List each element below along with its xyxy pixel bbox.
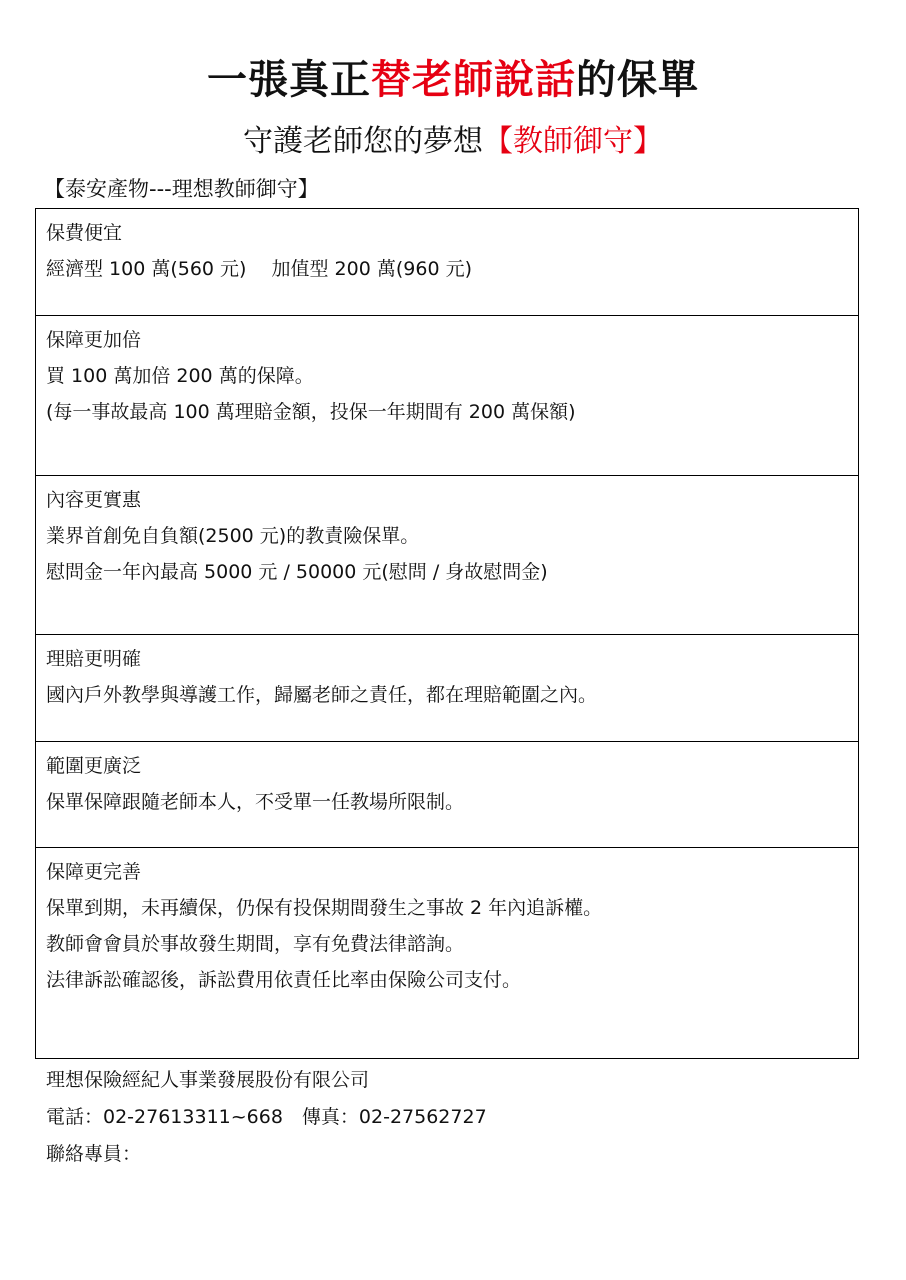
section-title: 保障更完善 [46,861,142,883]
section-line: 保單到期，未再續保，仍保有投保期間發生之事故 2 年內追訴權。 [46,897,603,919]
title-part3: 的保單 [576,57,699,103]
section-line: 買 100 萬加倍 200 萬的保障。 [46,365,314,387]
agent-label: 聯絡專員： [46,1143,142,1165]
section-premium [36,209,858,315]
section-line: 法律訴訟確認後，訴訟費用依責任比率由保險公司支付。 [46,969,522,991]
section-title: 保障更加倍 [46,329,142,351]
section-content [36,475,858,634]
section-line: 慰問金一年內最高 5000 元 / 50000 元(慰問 / 身故慰問金) [46,561,548,583]
page-subtitle [0,120,906,164]
section-line: 業界首創免自負額(2500 元)的教責險保單。 [46,525,420,547]
page-title [0,52,906,108]
subtitle-part1: 守護老師您的夢想 [243,124,483,159]
benefits-table [35,208,859,1059]
section-title: 保費便宜 [46,222,123,244]
product-heading: 【泰安產物---理想教師御守】 [44,177,319,201]
section-line: (每一事故最高 100 萬理賠金額，投保一年期間有 200 萬保額) [46,401,576,423]
subtitle-highlight: 【教師御守】 [483,124,663,159]
title-part1: 一張真正 [207,57,371,103]
section-protection [36,847,858,1058]
section-line: 國內戶外教學與導護工作，歸屬老師之責任，都在理賠範圍之內。 [46,684,598,706]
section-line: 教師會會員於事故發生期間，享有免費法律諮詢。 [46,933,465,955]
footer [46,1062,487,1173]
company-name: 理想保險經紀人事業發展股份有限公司 [46,1069,370,1091]
section-claims [36,634,858,741]
section-title: 內容更實惠 [46,489,142,511]
section-title: 理賠更明確 [46,648,142,670]
section-line: 經濟型 100 萬(560 元) 加值型 200 萬(960 元) [46,258,472,280]
title-highlight: 替老師說話 [371,57,576,103]
contact-info: 電話：02-27613311~668 傳真：02-27562727 [46,1106,487,1128]
section-coverage [36,315,858,475]
section-title: 範圍更廣泛 [46,755,142,777]
section-line: 保單保障跟隨老師本人，不受單一任教場所限制。 [46,791,465,813]
section-scope [36,741,858,847]
